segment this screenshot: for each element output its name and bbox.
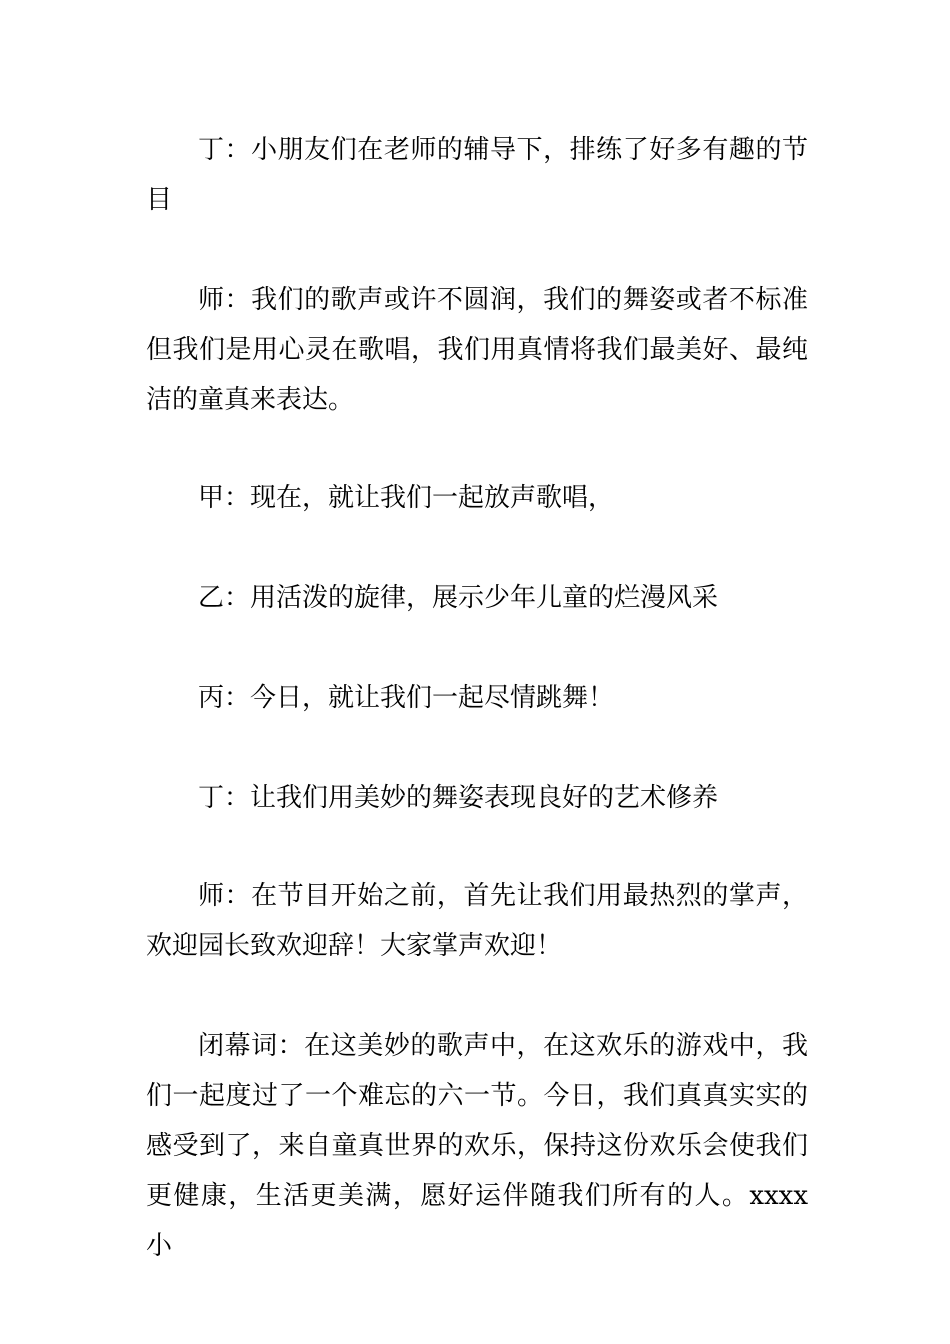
paragraph-ding-art: 丁：让我们用美妙的舞姿表现良好的艺术修养 — [198, 783, 719, 813]
paragraph-bing-dance: 丙：今日，就让我们一起尽情跳舞！ — [198, 683, 615, 713]
paragraph-closing-speech: 闭幕词：在这美妙的歌声中，在这欢乐的游戏中，我们一起度过了一个难忘的六一节。今日，我们真真实实的感受到了，来自童真世界的欢乐，保持这份欢乐会使我们更健康，生活更美满，愿好运伴随我们所有的人。xxxx 小 — [146, 1031, 808, 1261]
paragraph-yi-melody: 乙：用活泼的旋律，展示少年儿童的烂漫风采 — [198, 583, 719, 613]
paragraph-teacher-singing: 师：我们的歌声或许不圆润，我们的舞姿或者不标准但我们是用心灵在歌唱，我们用真情将我们最美好、最纯洁的童真来表达。 — [146, 285, 808, 415]
paragraph-ding-intro: 丁：小朋友们在老师的辅导下，排练了好多有趣的节目 — [146, 135, 808, 215]
paragraph-jia-sing: 甲：现在，就让我们一起放声歌唱， — [198, 483, 615, 513]
paragraph-teacher-welcome: 师：在节目开始之前，首先让我们用最热烈的掌声，欢迎园长致欢迎辞！大家掌声欢迎！ — [146, 881, 808, 961]
